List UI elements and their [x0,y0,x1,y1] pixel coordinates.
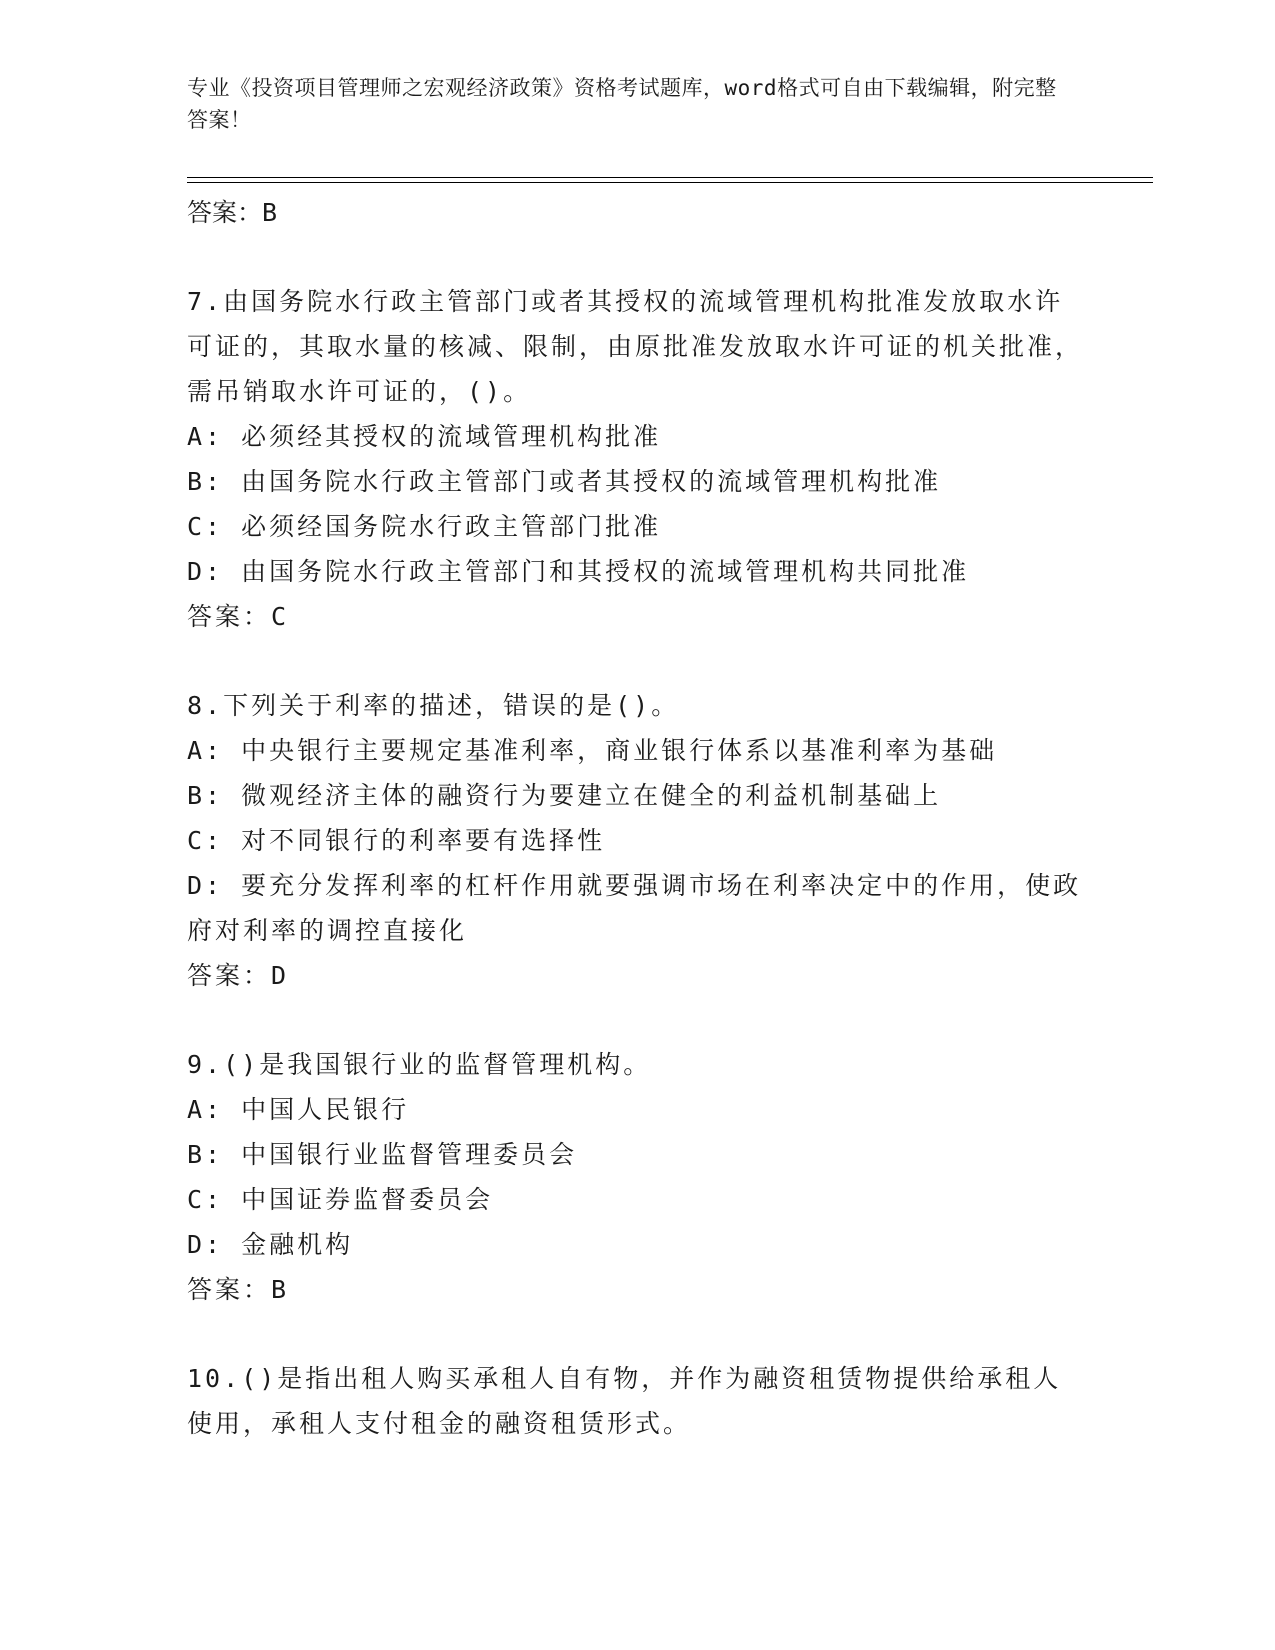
option-c: C: 必须经国务院水行政主管部门批准 [187,512,662,541]
answer-line: 答案：C [187,602,290,631]
option-b: B: 由国务院水行政主管部门或者其授权的流域管理机构批准 [187,467,942,496]
option-a: A: 必须经其授权的流域管理机构批准 [187,422,662,451]
answer-line: 答案：B [187,1275,290,1304]
question-stem: 10.()是指出租人购买承租人自有物，并作为融资租赁物提供给承租人使用，承租人支付租金的融资租赁形式。 [187,1364,1062,1438]
option-d: D: 要充分发挥利率的杠杆作用就要强调市场在利率决定中的作用，使政府对利率的调控直接化 [187,871,1082,945]
page-header: 专业《投资项目管理师之宏观经济政策》资格考试题库，word格式可自由下载编辑，附完整答案！ [187,76,1057,132]
question-8 [187,683,1087,998]
question-stem: 9.()是我国银行业的监督管理机构。 [187,1050,652,1079]
option-c: C: 对不同银行的利率要有选择性 [187,826,606,855]
option-b: B: 中国银行业监督管理委员会 [187,1140,578,1169]
option-d: D: 金融机构 [187,1230,354,1259]
question-10 [187,1356,1087,1446]
question-stem: 8.下列关于利率的描述，错误的是()。 [187,691,680,720]
option-a: A: 中央银行主要规定基准利率，商业银行体系以基准利率为基础 [187,736,998,765]
answer-line: 答案：D [187,961,290,990]
question-7 [187,279,1087,639]
answer-line: 答案：B [187,198,278,227]
question-list [187,190,1087,1446]
option-d: D: 由国务院水行政主管部门和其授权的流域管理机构共同批准 [187,557,970,586]
header-rule-top [187,177,1153,178]
option-c: C: 中国证券监督委员会 [187,1185,494,1214]
option-a: A: 中国人民银行 [187,1095,410,1124]
question-9 [187,1042,1087,1312]
header-rule-bottom [187,182,1153,183]
option-b: B: 微观经济主体的融资行为要建立在健全的利益机制基础上 [187,781,942,810]
question-stem: 7.由国务院水行政主管部门或者其授权的流域管理机构批准发放取水许可证的，其取水量的核减、限制，由原批准发放取水许可证的机关批准，需吊销取水许可证的，()。 [187,287,1084,406]
